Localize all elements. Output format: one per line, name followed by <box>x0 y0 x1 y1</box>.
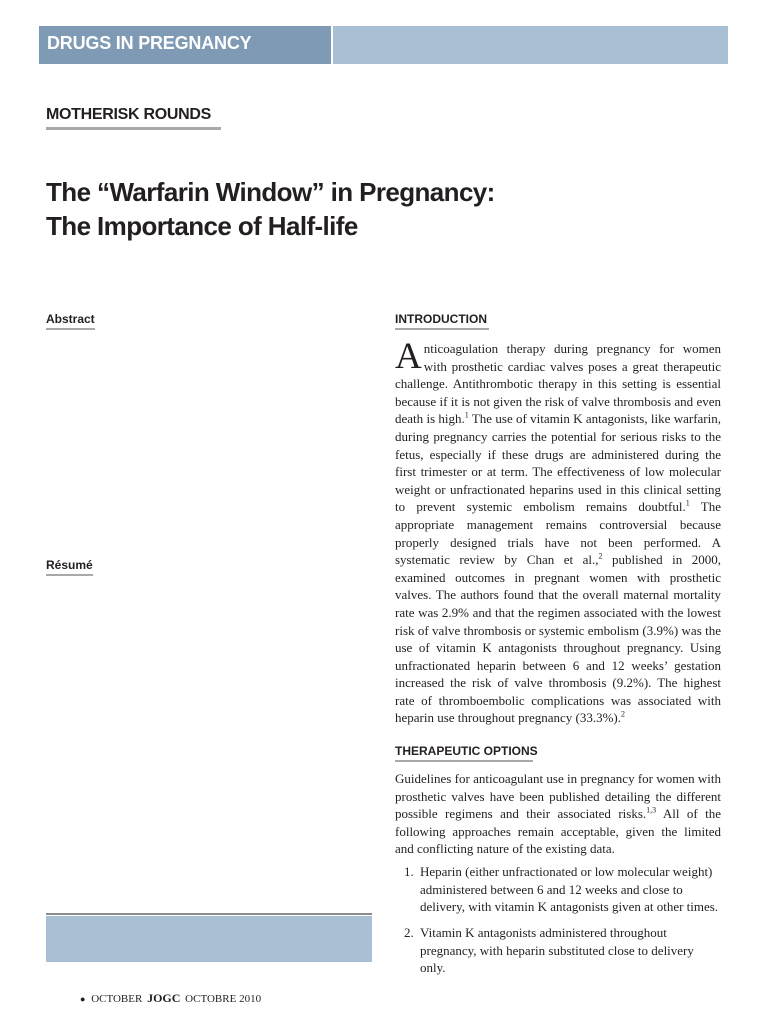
therapeutic-options-underline <box>395 760 533 762</box>
intro-text-4: published in 2000, examined outcomes in pregnant women with prosthetic valves. The authors found that the overall maternal mortality rate was 2.9% and that the regimen associated with the lowest risk of valve thrombosis or systemic embolism (3.9%) was the use of vitamin K antagonists throughout pregnancy. Using unfractionated heparin between 6 and 12 weeks’ gestation increased the risk of valve thrombosis (9.2%). The highest rate of thromboembolic complications was associated with heparin use throughout pregnancy (33.3%). <box>395 552 721 726</box>
footnote-box <box>46 916 372 962</box>
introduction-heading: INTRODUCTION <box>395 312 487 326</box>
resume-heading-underline <box>46 574 93 576</box>
introduction-heading-underline <box>395 328 489 330</box>
intro-text-1: nticoagulation therapy during pregnancy for women with prosthetic cardiac valves poses a great therapeutic challenge. Antithrombotic therapy in this setting is essential because if it is not given the risk of valve thrombosis and even death is high. <box>395 341 721 427</box>
column-label-underline <box>46 127 221 130</box>
footnote-box-rule <box>46 913 372 915</box>
section-banner-title: DRUGS IN PREGNANCY <box>47 33 252 53</box>
introduction-body <box>395 336 721 727</box>
citation: 1 <box>464 411 469 421</box>
resume-heading: Résumé <box>46 558 93 572</box>
article-title <box>46 175 686 243</box>
therapeutic-options-body <box>395 770 721 858</box>
intro-text-3: The appropriate management remains controversial because properly designed trials have not been performed. A systematic review by Chan et al., <box>395 499 721 568</box>
page-footer <box>80 991 261 1006</box>
citation: 1 <box>685 499 690 509</box>
citation: 2 <box>621 710 625 720</box>
abstract-heading: Abstract <box>46 312 95 326</box>
therapeutic-text-1: Guidelines for anticoagulant use in pregnancy for women with prosthetic valves have been published detailing the different possible regimens and their associated risks. <box>395 771 721 822</box>
list-item-text: Heparin (either unfractionated or low molecular weight) administered between 6 and 12 weeks and close to delivery, with vitamin K antagonists given at other times. <box>420 864 719 915</box>
list-item <box>404 924 722 977</box>
drop-cap: A <box>395 336 422 377</box>
header-banner <box>39 26 331 64</box>
therapeutic-text-2: All of the following approaches remain acceptable, given the limited and conflicting nature of the existing data. <box>395 806 721 857</box>
list-item <box>404 863 722 916</box>
bullet-icon: ● <box>80 994 86 1004</box>
header-banner-extension <box>333 26 728 64</box>
article-title-line-2: The Importance of Half-life <box>46 211 358 241</box>
intro-text-2: The use of vitamin K antagonists, like warfarin, during pregnancy carries the potential for serious risks to the fetus, especially if these drugs are administered during the first trimester or at term. The effectiveness of low molecular weight or unfractionated heparins used in this clinical setting to prevent systemic embolism remains doubtful. <box>395 411 721 515</box>
list-item-text: Vitamin K antagonists administered throughout pregnancy, with heparin substituted close to delivery only. <box>420 925 694 976</box>
list-item-number: 2. <box>404 925 414 940</box>
footer-month-fr: OCTOBRE <box>185 993 237 1005</box>
citation: 1,3 <box>646 805 657 815</box>
footer-year: 2010 <box>239 993 262 1005</box>
list-item-number: 1. <box>404 864 414 879</box>
footer-month: OCTOBER <box>91 993 143 1005</box>
abstract-heading-underline <box>46 328 95 330</box>
footer-journal: JOGC <box>147 991 181 1005</box>
article-title-line-1: The “Warfarin Window” in Pregnancy: <box>46 177 495 207</box>
column-label: MOTHERISK ROUNDS <box>46 106 211 123</box>
citation: 2 <box>598 551 603 561</box>
therapeutic-options-heading: THERAPEUTIC OPTIONS <box>395 744 538 758</box>
